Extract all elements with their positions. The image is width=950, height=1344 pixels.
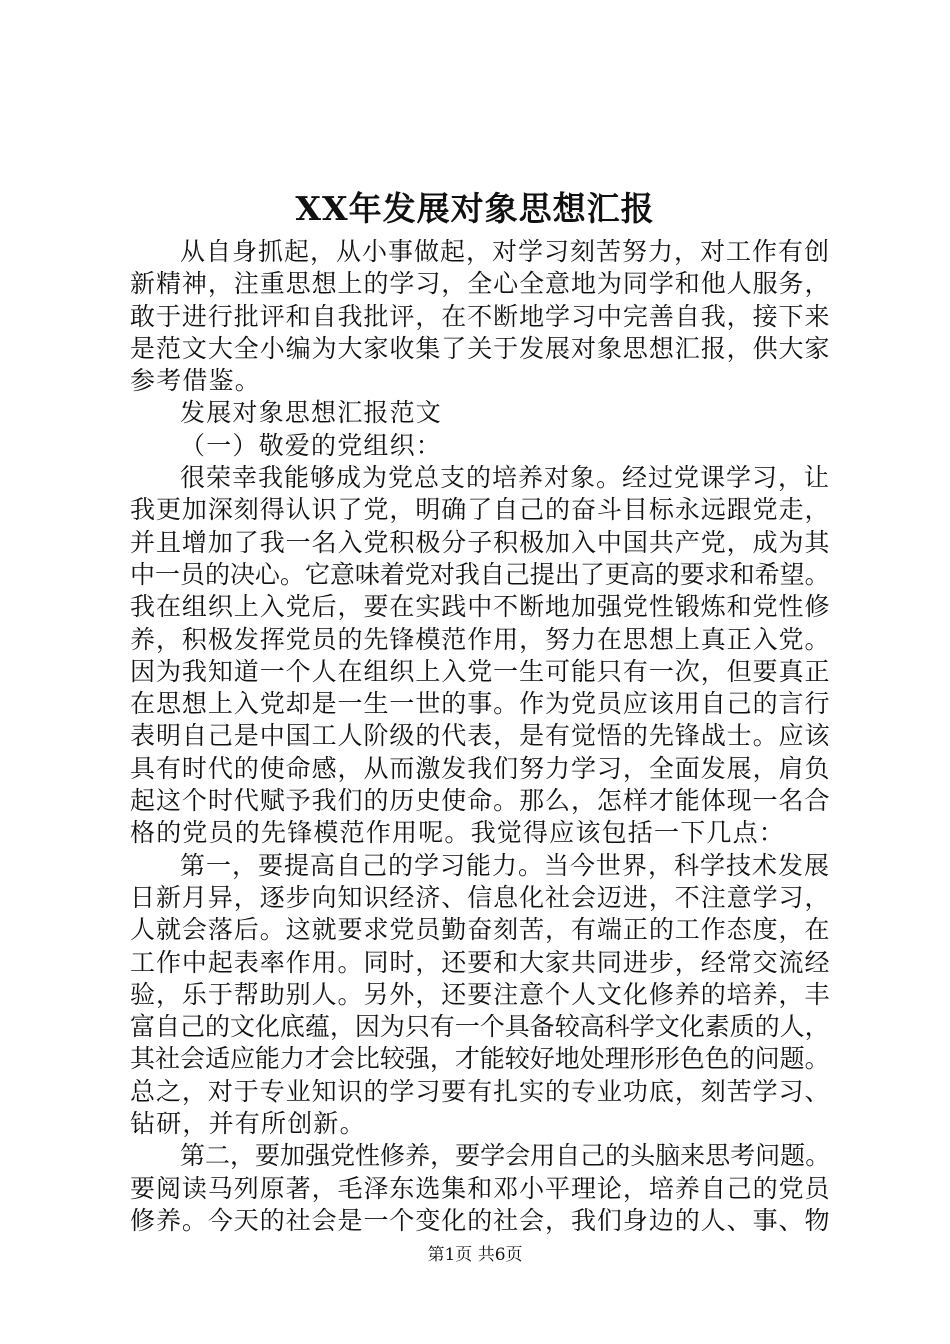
document-body	[130, 236, 830, 1237]
text-line: 第二，要加强党性修养，要学会用自己的头脑来思考问题。	[180, 1141, 831, 1171]
text-line: 并且增加了我一名入党积极分子积极加入中国共产党，成为其	[130, 527, 831, 557]
text-line: 养，积极发挥党员的先锋模范作用，努力在思想上真正入党。	[130, 624, 831, 654]
text-line: 其社会适应能力才会比较强，才能较好地处理形形色色的问题。	[130, 1044, 830, 1074]
text-line: 是范文大全小编为大家收集了关于发展对象思想汇报，供大家	[130, 333, 831, 363]
text-line: 日新月异，逐步向知识经济、信息化社会迈进，不注意学习，	[130, 882, 831, 912]
text-line: 从自身抓起，从小事做起，对学习刻苦努力，对工作有创	[180, 237, 831, 266]
text-line: 参考借鉴。	[130, 366, 262, 396]
text-line: 要阅读马列原著，毛泽东选集和邓小平理论，培养自己的党员	[130, 1173, 831, 1203]
text-line: 敢于进行批评和自我批评，在不断地学习中完善自我，接下来	[130, 301, 831, 331]
text-line: 格的党员的先锋模范作用呢。我觉得应该包括一下几点：	[130, 818, 786, 848]
document-title: XX年发展对象思想汇报	[295, 189, 655, 228]
text-line: 新精神，注重思想上的学习，全心全意地为同学和他人服务，	[130, 269, 831, 299]
text-line: 中一员的决心。它意味着党对我自己提出了更高的要求和希望。	[130, 559, 830, 589]
text-line: 总之，对于专业知识的学习要有扎实的专业功底，刻苦学习、	[130, 1076, 831, 1106]
section-heading: 发展对象思想汇报范文	[180, 398, 443, 428]
text-line: 人就会落后。这就要求党员勤奋刻苦，有端正的工作态度，在	[130, 915, 831, 945]
text-line: 因为我知道一个人在组织上入党一生可能只有一次，但要真正	[130, 656, 831, 686]
text-line: 在思想上入党却是一生一世的事。作为党员应该用自己的言行	[130, 689, 831, 719]
text-line: 验，乐于帮助别人。另外，还要注意个人文化修养的培养，丰	[130, 979, 831, 1009]
text-line: 富自己的文化底蕴，因为只有一个具备较高科学文化素质的人，	[130, 1012, 830, 1042]
text-line: 第一，要提高自己的学习能力。当今世界，科学技术发展	[180, 850, 831, 880]
text-line: 我在组织上入党后，要在实践中不断地加强党性锻炼和党性修	[130, 592, 831, 622]
text-line: 起这个时代赋予我们的历史使命。那么，怎样才能体现一名合	[130, 786, 831, 816]
salutation: （一）敬爱的党组织：	[180, 430, 443, 460]
page-footer: 第1页 共6页	[427, 1245, 523, 1265]
text-line: 具有时代的使命感，从而激发我们努力学习，全面发展，肩负	[130, 753, 831, 783]
text-line: 很荣幸我能够成为党总支的培养对象。经过党课学习，让	[180, 463, 831, 493]
text-line: 工作中起表率作用。同时，还要和大家共同进步，经常交流经	[130, 947, 831, 977]
text-line: 我更加深刻得认识了党，明确了自己的奋斗目标永远跟党走，	[130, 495, 831, 525]
text-line: 表明自己是中国工人阶级的代表，是有觉悟的先锋战士。应该	[130, 721, 831, 751]
text-line: 钻研，并有所创新。	[130, 1109, 366, 1139]
text-line: 修养。今天的社会是一个变化的社会，我们身边的人、事、物	[130, 1205, 831, 1235]
